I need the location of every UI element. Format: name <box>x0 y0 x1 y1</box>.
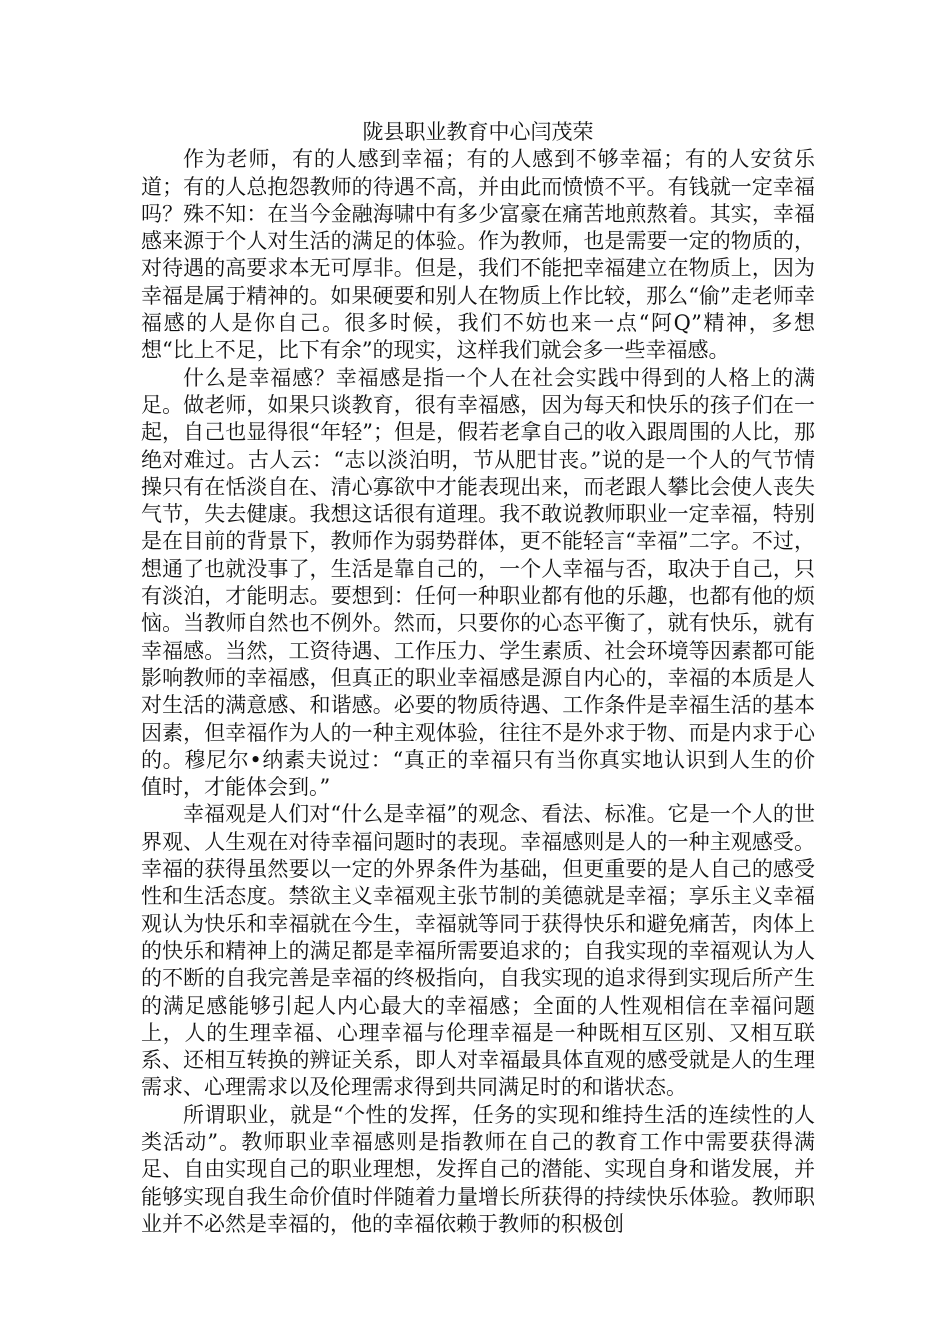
paragraph-1: 作为老师，有的人感到幸福；有的人感到不够幸福；有的人安贫乐道；有的人总抱怨教师的待遇不高，并由此而愤愤不平。有钱就一定幸福吗？殊不知：在当今金融海啸中有多少富豪在痛苦地煎熬着。其实，幸福感来源于个人对生活的满足的体验。作为教师，也是需要一定的物质的，对待遇的高要求本无可厚非。但是，我们不能把幸福建立在物质上，因为幸福是属于精神的。如果硬要和别人在物质上作比较，那么“偷”走老师幸福感的人是你自己。很多时候，我们不妨也来一点“阿Q”精神，多想想“比上不足，比下有余”的现实，这样我们就会多一些幸福感。 <box>141 147 815 363</box>
paragraph-3: 幸福观是人们对“什么是幸福”的观念、看法、标准。它是一个人的世界观、人生观在对待幸福问题时的表现。幸福感则是人的一种主观感受。幸福的获得虽然要以一定的外界条件为基础，但更重要的是人自己的感受性和生活态度。禁欲主义幸福观主张节制的美德就是幸福；享乐主义幸福观认为快乐和幸福就在今生，幸福就等同于获得快乐和避免痛苦，肉体上的快乐和精神上的满足都是幸福所需要追求的；自我实现的幸福观认为人的不断的自我完善是幸福的终极指向，自我实现的追求得到实现后所产生的满足感能够引起人内心最大的幸福感；全面的人性观相信在幸福问题上，人的生理幸福、心理幸福与伦理幸福是一种既相互区别、又相互联系、还相互转换的辨证关系，即人对幸福最具体直观的感受就是人的生理需求、心理需求以及伦理需求得到共同满足时的和谐状态。 <box>141 802 815 1100</box>
document-page <box>141 119 815 1238</box>
author-heading: 陇县职业教育中心闫茂荣 <box>362 120 594 144</box>
paragraph-4: 所谓职业，就是“个性的发挥，任务的实现和维持生活的连续性的人类活动”。教师职业幸福感则是指教师在自己的教育工作中需要获得满足、自由实现自己的职业理想，发挥自己的潜能、实现自身和谐发展，并能够实现自我生命价值时伴随着力量增长所获得的持续快乐体验。教师职业并不必然是幸福的，他的幸福依赖于教师的积极创 <box>141 1102 815 1236</box>
paragraph-2: 什么是幸福感？幸福感是指一个人在社会实践中得到的人格上的满足。做老师，如果只谈教育，很有幸福感，因为每天和快乐的孩子们在一起，自己也显得很“年轻”；但是，假若老拿自己的收入跟周围的人比，那绝对难过。古人云：“志以淡泊明，节从肥甘丧。”说的是一个人的气节情操只有在恬淡自在、清心寡欲中才能表现出来，而老跟人攀比会使人丧失气节，失去健康。我想这话很有道理。我不敢说教师职业一定幸福，特别是在目前的背景下，教师作为弱势群体，更不能轻言“幸福”二字。不过，想通了也就没事了，生活是靠自己的，一个人幸福与否，取决于自己，只有淡泊，才能明志。要想到：任何一种职业都有他的乐趣，也都有他的烦恼。当教师自然也不例外。然而，只要你的心态平衡了，就有快乐，就有幸福感。当然，工资待遇、工作压力、学生素质、社会环境等因素都可能影响教师的幸福感，但真正的职业幸福感是源自内心的，幸福的本质是人对生活的满意感、和谐感。必要的物质待遇、工作条件是幸福生活的基本因素，但幸福作为人的一种主观体验，往往不是外求于物、而是内求于心的。穆尼尔•纳素夫说过：“真正的幸福只有当你真实地认识到人生的价值时，才能体会到。” <box>141 365 815 800</box>
